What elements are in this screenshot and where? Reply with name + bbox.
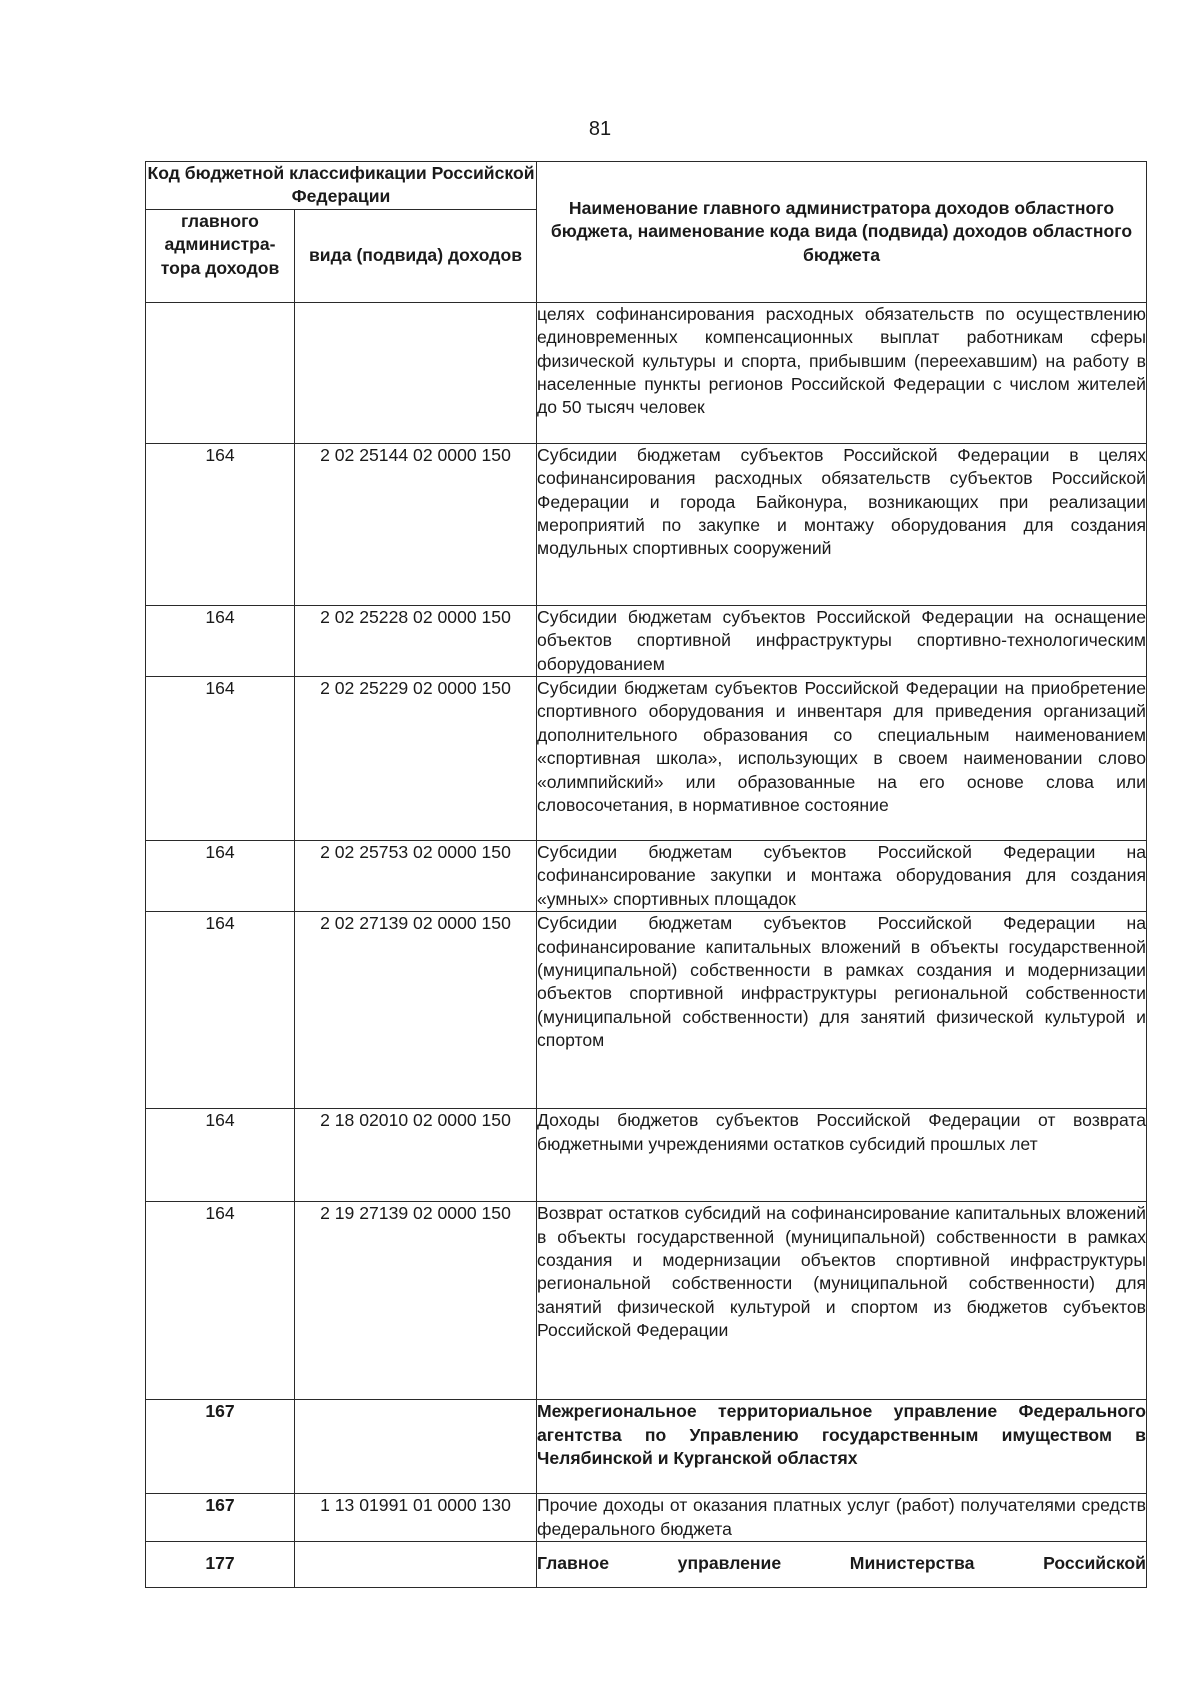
income-code-cell — [295, 1400, 537, 1494]
income-code-cell: 2 19 27139 02 0000 150 — [295, 1202, 537, 1400]
page-number: 81 — [588, 118, 612, 140]
table-row — [146, 1542, 1147, 1588]
income-code-cell: 2 02 25753 02 0000 150 — [295, 841, 537, 912]
admin-code-cell: 164 — [146, 1109, 295, 1202]
income-name-cell: Возврат остатков субсидий на софинансирование капитальных вложений в объекты государственной (муниципальной) собственности в рамках создания и модернизации объектов спортивной инфраструктуры региональной собственности (муниципальной собственности) для занятий физической культурой и спортом из бюджетов субъектов Российской Федерации — [537, 1202, 1147, 1400]
income-name-cell: Субсидии бюджетам субъектов Российской Федерации в целях софинансирования расходных обязательств субъектов Российской Федерации и города Байконура, возникающих при реализации мероприятий по закупке и монтажу оборудования для создания модульных спортивных сооружений — [537, 443, 1147, 605]
administrator-name-cell: Межрегиональное территориальное управление Федерального агентства по Управлению государственным имуществом в Челябинской и Курганской областях — [537, 1400, 1147, 1494]
income-name-cell: Субсидии бюджетам субъектов Российской Федерации на приобретение спортивного оборудования и инвентаря для приведения организаций дополнительного образования со специальным наименованием «спортивная школа», использующих в своем наименовании слово «олимпийский» или образованные на его основе слова или словосочетания, в нормативное состояние — [537, 677, 1147, 841]
income-name-cell: целях софинансирования расходных обязательств по осуществлению единовременных компенсационных выплат работникам сферы физической культуры и спорта, прибывшим (переехавшим) на работу в населенные пункты регионов Российской Федерации с числом жителей до 50 тысяч человек — [537, 302, 1147, 443]
income-code-cell: 2 02 25228 02 0000 150 — [295, 605, 537, 676]
admin-code-cell — [146, 302, 295, 443]
administrator-name-cell: Главное управление Министерства Российской — [537, 1542, 1147, 1588]
income-code-cell: 1 13 01991 01 0000 130 — [295, 1494, 537, 1542]
admin-code-cell: 177 — [146, 1542, 295, 1588]
admin-code-cell: 167 — [146, 1400, 295, 1494]
income-code-cell: 2 02 25144 02 0000 150 — [295, 443, 537, 605]
kind-column-header: вида (подвида) доходов — [295, 209, 537, 302]
income-name-cell: Доходы бюджетов субъектов Российской Федерации от возврата бюджетными учреждениями остатков субсидий прошлых лет — [537, 1109, 1147, 1202]
table-row — [146, 841, 1147, 912]
table-row — [146, 605, 1147, 676]
admin-column-header: главного администра-тора доходов — [146, 209, 295, 302]
table-row — [146, 677, 1147, 841]
admin-code-cell: 164 — [146, 677, 295, 841]
income-name-cell: Субсидии бюджетам субъектов Российской Федерации на софинансирование капитальных вложений в объекты государственной (муниципальной) собственности в рамках создания и модернизации объектов спортивной инфраструктуры региональной собственности (муниципальной собственности) для занятий физической культурой и спортом — [537, 912, 1147, 1109]
income-name-cell: Прочие доходы от оказания платных услуг (работ) получателями средств федерального бюджета — [537, 1494, 1147, 1542]
admin-code-cell: 167 — [146, 1494, 295, 1542]
admin-code-cell: 164 — [146, 841, 295, 912]
table-row — [146, 1109, 1147, 1202]
income-name-cell: Субсидии бюджетам субъектов Российской Федерации на оснащение объектов спортивной инфраструктуры спортивно-технологическим оборудованием — [537, 605, 1147, 676]
income-code-cell: 2 18 02010 02 0000 150 — [295, 1109, 537, 1202]
admin-code-cell: 164 — [146, 912, 295, 1109]
table-row — [146, 912, 1147, 1109]
table-row — [146, 1400, 1147, 1494]
table-row — [146, 443, 1147, 605]
table-row — [146, 302, 1147, 443]
income-code-cell — [295, 1542, 537, 1588]
admin-code-cell: 164 — [146, 1202, 295, 1400]
budget-classification-table — [145, 161, 1147, 1588]
income-code-cell — [295, 302, 537, 443]
admin-code-cell: 164 — [146, 443, 295, 605]
income-code-cell: 2 02 27139 02 0000 150 — [295, 912, 537, 1109]
kbk-header: Код бюджетной классификации Российской Федерации — [146, 162, 537, 210]
admin-code-cell: 164 — [146, 605, 295, 676]
table-row — [146, 1494, 1147, 1542]
income-name-cell: Субсидии бюджетам субъектов Российской Федерации на софинансирование закупки и монтажа оборудования для создания «умных» спортивных площадок — [537, 841, 1147, 912]
table-row — [146, 1202, 1147, 1400]
name-column-header: Наименование главного администратора доходов областного бюджета, наименование кода вида (подвида) доходов областного бюджета — [537, 162, 1147, 303]
income-code-cell: 2 02 25229 02 0000 150 — [295, 677, 537, 841]
